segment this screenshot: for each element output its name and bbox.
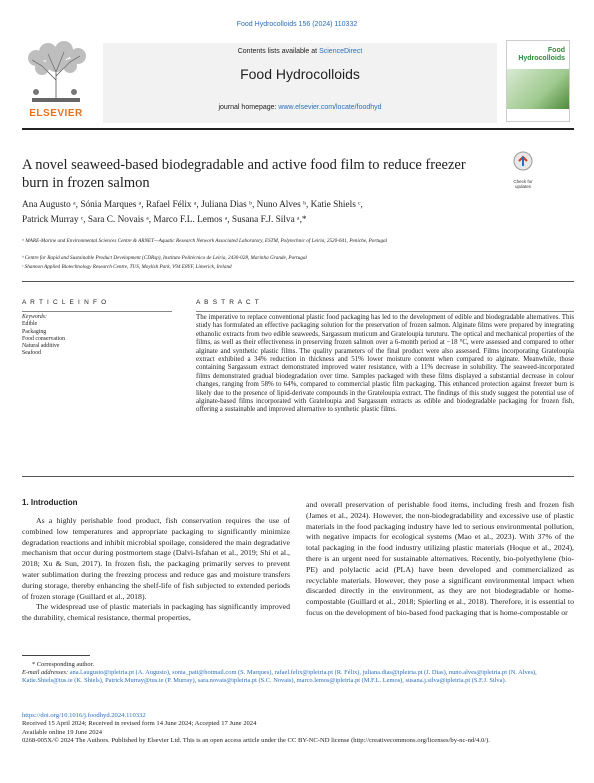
homepage-prefix: journal homepage:	[218, 104, 277, 111]
contents-available	[103, 48, 497, 55]
journal-cover-thumbnail[interactable]	[506, 40, 570, 122]
journal-name[interactable]: Food Hydrocolloids	[240, 66, 360, 82]
keywords-label: Keywords:	[22, 314, 47, 320]
affiliation-b: ᵇ Centre for Rapid and Sustainable Product Development (CDRsp), Instituto Politécnico de Leiria, 2430-028, Marinha Grande, Portugal	[22, 255, 307, 261]
homepage-link[interactable]: www.elsevier.com/locate/foodhyd	[278, 104, 382, 111]
email-list[interactable]: ana.l.augusto@ipleiria.pt (A. Augusto), sonia_pati@hotmail.com (S. Marques), rafael.felix@ipleiria.pt (R. Félix), juliana.dias@ipleiria.pt (J. Dias), nuno.alves@ipleiria.pt (N. Alves), Katie.Shiels@tus.ie (K. Shiels), Patrick.Murray@tus.ie (P. Murray), sara.novais@ipleiria.pt (S.C. Novais), marco.lemos@ipleiria.pt (M.F.L. Lemos), susana.j.silva@ipleiria.pt (S.F.J. Silva).	[22, 669, 537, 685]
email-label: E-mail addresses:	[22, 669, 69, 677]
introduction-heading: 1. Introduction	[22, 498, 78, 507]
intro-paragraph-2: The widespread use of plastic materials in packaging has significantly improved the durability, chemical resistance, thermal properties,	[22, 602, 290, 623]
article-title: A novel seaweed-based biodegradable and active food film to reduce freezer burn in frozen salmon	[22, 157, 466, 191]
affiliation-a: ᵃ MARE-Marine and Environmental Sciences Centre & ARNET—Aquatic Research Network Associated Laboratory, ESTM, Polytechnic of Leiria, 2520-641, Peniche, Portugal	[22, 238, 388, 244]
keyword-item: Edible	[22, 321, 38, 328]
check-updates-line1: Check for	[513, 179, 533, 184]
author-list	[22, 198, 522, 228]
cover-title-line2: Hydrocolloids	[518, 55, 565, 62]
cover-title	[518, 47, 565, 63]
publication-info	[22, 712, 574, 746]
intro-paragraph-1: As a highly perishable food product, fish conservation requires the use of combined low temperatures and appropriate packaging to significantly minimize degradation reactions and inhibit microbial spoilage, considered the main degradative mechanism that occur during postmortem stage (Dalvi-Isfahan et al., 2019; Shi et al., 2018; Xu & Sun, 2017). In frozen fish, the packaging primarily serves to prevent water sublimation during the freezing process and reduce gas and moisture transfers during storage, thereby enhancing the shelf-life of fish subjected to extended periods of frozen storage (Guillard et al., 2018).	[22, 516, 290, 601]
received-dates: Received 15 April 2024; Received in revised form 14 June 2024; Accepted 17 June 2024	[22, 720, 257, 728]
footnotes	[22, 661, 574, 686]
abstract-text: The imperative to replace conventional plastic food packaging has led to the development of edible and biodegradable alternatives. This study has formulated an effective packaging solution for the preservation of frozen salmon. Alginate films were prepared by integrating ethanolic extracts from two edible seaweeds, Sargassum muticum and Grateloupia turuturu. The optical and mechanical properties of the films, as well as their effectiveness in preserving frozen salmon over a 6-month period at −18 °C, were assessed and compared to other alginate and synthetic plastic films. The quality parameters of the final product were also assessed. Films incorporating Grateloupia extract exhibited a 34% reduction in thickness and 51% lower moisture content when compared to alginate. Meanwhile, those containing Sargassum extract demonstrated improved water resistance, with a 11% decrease in solubility. The seaweed-incorporated films demonstrated gradual biodegradation over time. Samples packaged with these films displayed a substantial decrease in colour changes, ranging from 58% to 64%, compared to commercial plastic film packaging. This enhanced protection against freezer burn is likely due to the presence of lipid-derivate compounds in the Grateloupia extract. The findings of this study suggest the potential use of alginate-based films incorporated with Grateloupia and Sargassum extracts as edible and biodegradable packaging for frozen fish, offering a sustainable and improved alternative to synthetic plastic films.	[196, 314, 574, 414]
keyword-item: Packaging	[22, 328, 47, 335]
contents-prefix: Contents lists available at	[237, 48, 318, 55]
header-divider	[22, 128, 574, 130]
keywords-block	[22, 314, 172, 358]
journal-homepage	[103, 104, 497, 111]
available-online: Available online 19 June 2024	[22, 728, 103, 736]
cover-image	[507, 69, 569, 109]
journal-reference[interactable]: Food Hydrocolloids 156 (2024) 110332	[236, 21, 358, 28]
abstract-divider	[196, 311, 574, 312]
abstract-bottom-divider	[22, 476, 574, 477]
footnote-divider	[22, 655, 90, 656]
journal-header-panel	[103, 43, 497, 123]
abstract-label: A B S T R A C T	[196, 299, 260, 306]
keyword-item: Natural additive	[22, 343, 60, 350]
corresponding-author-note: * Corresponding author.	[32, 661, 94, 668]
intro-column-2: and overall preservation of perishable food items, including fresh and frozen fish (James et al., 2024). However, the non-biodegradability and excessive use of plastic materials in the food packaging industry have led to serious environmental pollution, with negative impacts for ecological systems (Mao et al., 2023). With 37% of the total packaging in the food industry utilizing plastic materials (Hoque et al., 2024), there is an urgent need for sustainable alternatives. Recently, bio-polyethylene (bio-PE) and polylactic acid (PLA) have been developed and commercialized as recyclable materials. However, they pose a significant environmental impact when discarded directly in the environment, as they are not biodegradable or home-compostable (Guillard et al., 2018; Spierling et al., 2018). Therefore, it is essential to focus on the development of bio-based food packaging that is home-compostable or	[306, 500, 574, 617]
article-info-divider	[22, 311, 172, 312]
keyword-item: Food conservation	[22, 335, 65, 342]
keyword-item: Seafood	[22, 350, 41, 357]
intro-column-1	[22, 516, 290, 624]
email-addresses	[22, 669, 574, 685]
license-statement[interactable]: 0268-005X/© 2024 The Authors. Published by Elsevier Ltd. This is an open access article under the CC BY-NC-ND license (http://creativecommons.org/licenses/by-nc-nd/4.0/).	[22, 737, 490, 745]
affiliation-divider	[22, 281, 574, 282]
authors-line-2[interactable]: Patrick Murray ᶜ, Sara C. Novais ᵃ, Marco F.L. Lemos ᵃ, Susana F.J. Silva ᵃ,*	[22, 215, 307, 225]
elsevier-wordmark[interactable]: ELSEVIER	[29, 108, 83, 119]
cover-title-line1: Food	[547, 47, 565, 54]
sciencedirect-link[interactable]: ScienceDirect	[319, 48, 363, 55]
check-updates-icon	[506, 150, 540, 174]
check-for-updates-badge[interactable]	[506, 150, 540, 189]
doi-link[interactable]: https://doi.org/10.1016/j.foodhyd.2024.110332	[22, 712, 146, 719]
check-updates-line2: updates	[514, 184, 531, 189]
authors-line-1[interactable]: Ana Augusto ᵃ, Sónia Marques ᵃ, Rafael Félix ᵃ, Juliana Dias ᵇ, Nuno Alves ᵇ, Katie Shiels ᶜ,	[22, 200, 363, 210]
article-info-label: A R T I C L E I N F O	[22, 299, 108, 306]
affiliation-c: ᶜ Shannon Applied Biotechnology Research Centre, TUS, Moylish Park, V94 E8YF, Limerick, Ireland	[22, 264, 232, 270]
